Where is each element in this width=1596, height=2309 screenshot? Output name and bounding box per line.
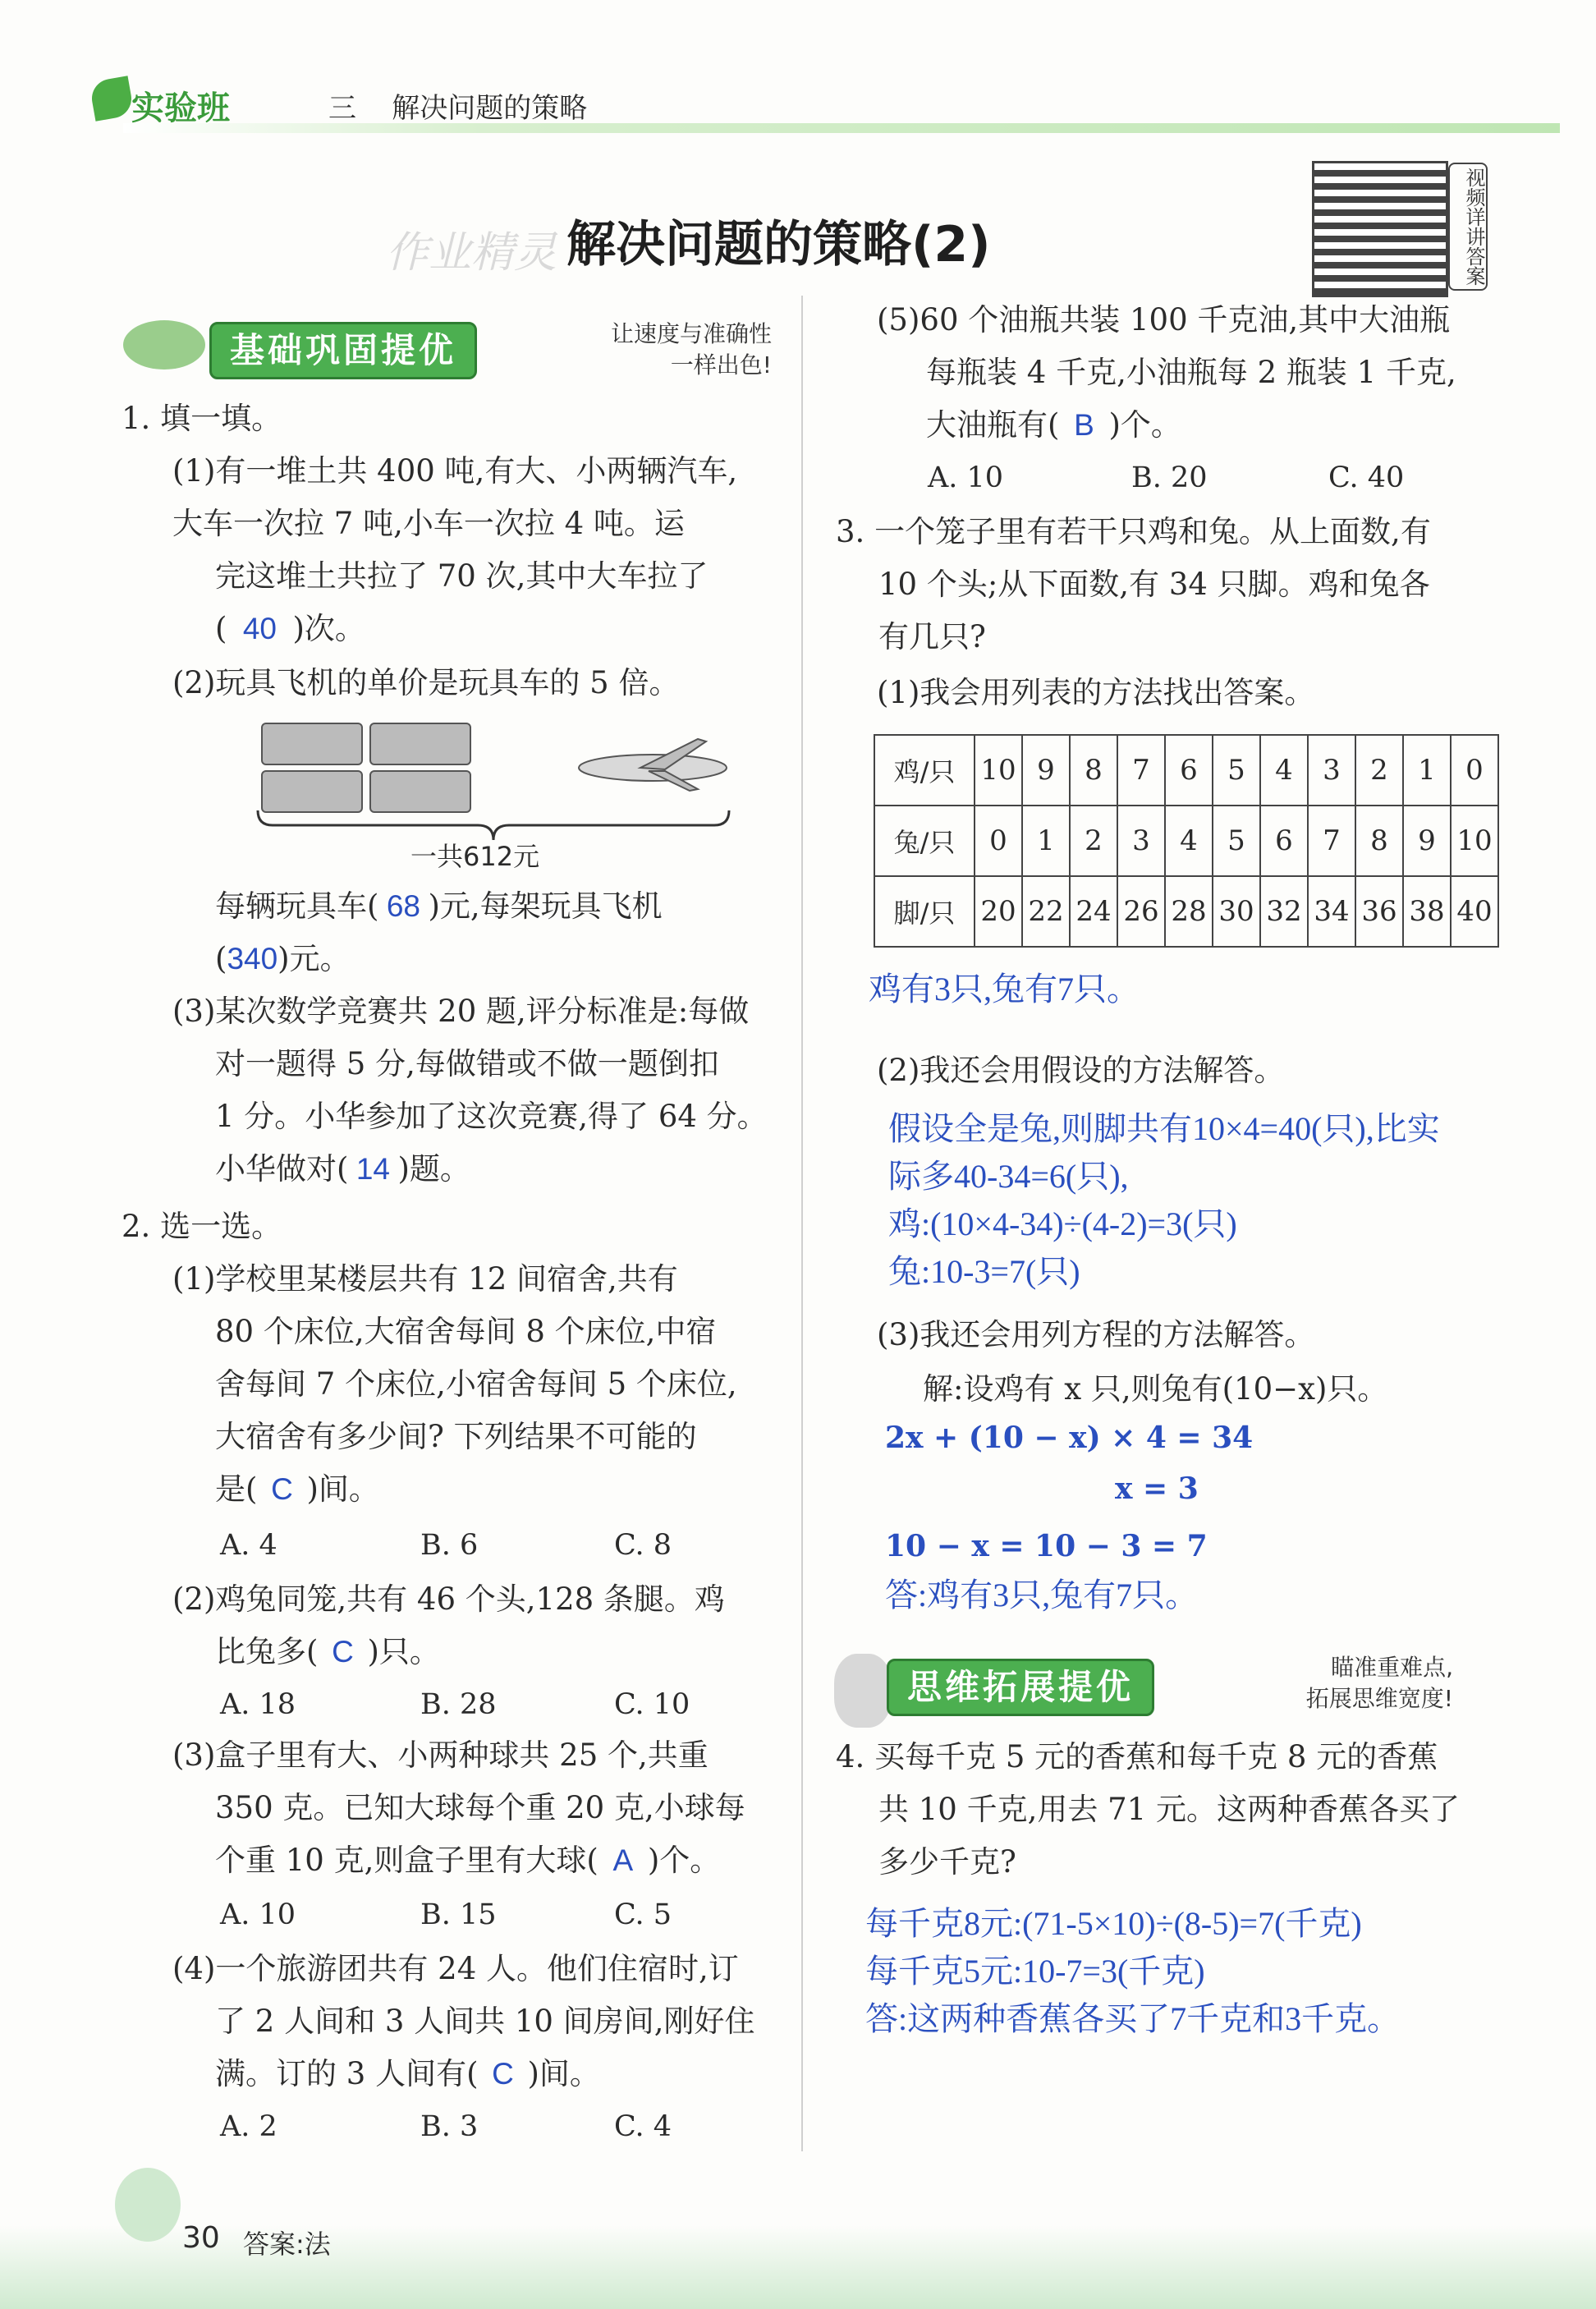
question-2-title: 2. 选一选。 [122,1209,282,1244]
answer-line [215,2048,755,2100]
q3-part2: (2)我还会用假设的方法解答。 [877,1053,1285,1088]
q3-part3-answer: 答:鸡有3只,兔有7只。 [885,1577,1199,1614]
text: )次。 [292,611,365,646]
answer-line: 兔:10-3=7(只) [888,1253,1080,1290]
answer-fill: 40 [242,612,277,645]
table-cell: 7 [1308,806,1355,876]
q3-part3: (3)我还会用列方程的方法解答。 [877,1317,1315,1352]
toy-plane-icon [575,735,731,792]
text-line: (2)鸡兔同笼,共有 46 个头,128 条腿。鸡 [172,1581,725,1617]
text: )间。 [306,1471,379,1507]
bracket: ( [215,611,227,646]
text-line: 每瓶装 4 千克,小油瓶每 2 瓶装 1 千克, [926,355,1456,390]
option-b: B. 20 [1131,461,1208,494]
text: )个。 [1108,407,1181,443]
option-a: A. 10 [220,1898,296,1931]
table-cell: 38 [1403,876,1451,947]
text: 是( [215,1471,258,1507]
q3-part1: (1)我会用列表的方法找出答案。 [877,675,1315,710]
question-3-title [836,506,1431,663]
table-cell: 1 [1403,735,1451,806]
answer-line [215,880,663,933]
text-line: 350 克。已知大球每个重 20 克,小球每 [215,1790,745,1825]
question-1-title: 1. 填一填。 [122,401,282,436]
q1-part1 [172,445,737,655]
text-line: 舍每间 7 个床位,小宿舍每间 5 个床位, [215,1366,737,1402]
text-line: 大车一次拉 7 吨,小车一次拉 4 吨。运 [172,506,685,541]
option-a: A. 10 [928,461,1004,494]
text-line: (4)一个旅游团共有 24 人。他们住宿时,订 [172,1951,739,1986]
q1-part3 [172,985,768,1196]
chapter-number: 三 [328,92,356,125]
table-cell: 24 [1070,876,1117,947]
table-cell: 34 [1308,876,1355,947]
text: 比兔多( [215,1634,319,1669]
answer-line [215,933,663,985]
table-cell: 0 [1451,735,1498,806]
table-cell: 9 [1022,735,1070,806]
equation-line: 10 − x = 10 − 3 = 7 [885,1529,1208,1563]
table-cell: 4 [1260,735,1308,806]
answer-line [215,1463,737,1516]
table-cell: 6 [1260,806,1308,876]
table-cell: 7 [1117,735,1165,806]
table-cell: 9 [1403,806,1451,876]
table-cell: 26 [1117,876,1165,947]
text-line: 了 2 人间和 3 人间共 10 间房间,刚好住 [215,2004,755,2039]
skateboard-kid-icon [123,320,205,370]
table-cell: 6 [1165,735,1213,806]
answer-fill: 14 [355,1152,391,1186]
table-cell: 32 [1260,876,1308,947]
text-line: 1 分。小华参加了这次竞赛,得了 64 分。 [215,1099,768,1134]
q3-part1-answer: 鸡有3只,兔有7只。 [869,971,1140,1008]
leaf-logo-icon [89,76,135,122]
banner-note-line: 瞄准重难点, [1331,1654,1453,1681]
text: )只。 [367,1634,440,1669]
question-4-title [836,1731,1460,1889]
banner-note-line: 让速度与准确性 [610,320,772,347]
banner-note-line: 拓展思维宽度! [1305,1685,1453,1712]
answer-line [215,1143,768,1196]
option-b: B. 28 [420,1688,497,1721]
table-cell: 4 [1165,806,1213,876]
chicken-rabbit-table [874,734,1499,948]
table-cell: 5 [1213,735,1260,806]
option-c: C. 4 [614,2110,672,2143]
answer-fill: C [332,1635,354,1669]
text: 满。订的 3 人间有( [215,2056,479,2091]
q1-part2-answer [215,880,663,985]
table-row [874,806,1498,876]
answer-fill: 340 [227,942,278,975]
chapter-heading [328,85,587,126]
qr-label: 视频详讲答案 [1448,163,1488,291]
table-cell: 8 [1355,806,1403,876]
brand-label: 实验班 [131,90,230,127]
toy-truck-icon [261,770,363,813]
toy-truck-icon [369,770,471,813]
section-banner-extend-note [1190,1652,1453,1715]
column-divider [801,296,803,2151]
table-cell: 2 [1355,735,1403,806]
text: )题。 [397,1151,470,1187]
text: )元。 [277,941,351,976]
text-line: 多少千克? [878,1844,1016,1880]
answer-fill: C [492,2057,514,2091]
text: )个。 [647,1843,721,1878]
answer-line: 际多40-34=6(只), [888,1158,1129,1195]
answer-line: 答:这两种香蕉各买了7千克和3千克。 [865,2000,1401,2037]
q2-part5 [877,294,1456,452]
q4-answer [865,1900,1400,2043]
text-line: 共 10 千克,用去 71 元。这两种香蕉各买了 [878,1792,1460,1827]
q1-part2: (2)玩具飞机的单价是玩具车的 5 倍。 [172,665,680,700]
answer-line: 假设全是兔,则脚共有10×4=40(只),比实 [888,1110,1440,1147]
option-c: C. 8 [614,1529,672,1562]
text: 每辆玩具车( [215,888,379,924]
option-a: A. 2 [220,2110,277,2143]
option-a: A. 18 [220,1688,296,1721]
option-b: B. 6 [420,1529,479,1562]
table-cell: 2 [1070,806,1117,876]
thinking-kid-icon [834,1654,892,1728]
text-line: 大宿舍有多少间? 下列结果不可能的 [215,1419,697,1454]
row-label: 兔/只 [874,806,975,876]
answer-line [215,1834,745,1887]
q2-part4 [172,1943,755,2100]
text: 个重 10 克,则盒子里有大球( [215,1843,598,1878]
q3-part3-setup: 解:设鸡有 x 只,则兔有(10−x)只。 [923,1371,1388,1407]
text-line: 4. 买每千克 5 元的香蕉和每千克 8 元的香蕉 [836,1739,1438,1774]
q2-part3 [172,1729,745,1887]
text: 大油瓶有( [926,407,1060,443]
footer-note: 答案:法 [243,2229,331,2260]
answer-fill: A [612,1843,634,1877]
q2-part2 [172,1573,725,1678]
toy-truck-icon [261,723,363,765]
table-row [874,876,1498,947]
answer-line [215,1626,725,1678]
text-line: (1)学校里某楼层共有 12 间宿舍,共有 [172,1261,678,1297]
q2-part1 [172,1253,737,1516]
table-cell: 10 [1451,806,1498,876]
answer-line [215,603,737,655]
toy-truck-icon [369,723,471,765]
page-title: 解决问题的策略(2) [566,216,991,273]
text: 小华做对( [215,1151,349,1187]
watermark: 作业精灵 [386,228,557,278]
chapter-title: 解决问题的策略 [392,92,588,125]
total-label: 一共612元 [410,841,540,872]
option-b: B. 15 [420,1898,497,1931]
table-cell: 36 [1355,876,1403,947]
footer-band [0,2225,1596,2309]
section-banner-basic: 基础巩固提优 [209,322,477,379]
option-b: B. 3 [420,2110,479,2143]
answer-line: 鸡:(10×4-34)÷(4-2)=3(只) [888,1205,1237,1242]
row-label: 鸡/只 [874,735,975,806]
option-c: C. 5 [614,1898,672,1931]
text: ( [215,941,227,976]
equation-line: 2x + (10 − x) × 4 = 34 [885,1421,1254,1455]
option-a: A. 4 [220,1529,277,1562]
row-label: 脚/只 [874,876,975,947]
q3-part2-answer [888,1105,1440,1296]
answer-fill: B [1074,408,1094,442]
text-line: 有几只? [878,619,986,654]
text-line: 3. 一个笼子里有若干只鸡和兔。从上面数,有 [836,514,1431,549]
qr-code-icon[interactable] [1312,161,1448,297]
option-c: C. 40 [1328,461,1405,494]
text-line: (3)某次数学竞赛共 20 题,评分标准是:每做 [172,994,750,1029]
table-cell: 10 [975,735,1022,806]
table-cell: 5 [1213,806,1260,876]
table-row [874,735,1498,806]
table-cell: 22 [1022,876,1070,947]
dolphin-icon [115,2168,181,2242]
text: )元,每架玩具飞机 [428,888,663,924]
text-line: (3)盒子里有大、小两种球共 25 个,共重 [172,1737,709,1773]
table-cell: 20 [975,876,1022,947]
table-cell: 0 [975,806,1022,876]
page-number: 30 [182,2221,220,2255]
answer-line [926,399,1456,452]
table-cell: 30 [1213,876,1260,947]
text-line: 完这堆土共拉了 70 次,其中大车拉了 [215,558,709,594]
answer-line: 每千克5元:10-7=3(千克) [865,1953,1205,1990]
section-banner-basic-note [509,319,772,381]
answer-line: 每千克8元:(71-5×10)÷(8-5)=7(千克) [865,1905,1362,1942]
option-c: C. 10 [614,1688,690,1721]
table-cell: 1 [1022,806,1070,876]
text: )间。 [527,2056,600,2091]
table-cell: 3 [1117,806,1165,876]
table-cell: 8 [1070,735,1117,806]
answer-fill: 68 [386,889,421,923]
banner-note-line: 一样出色! [670,351,772,379]
text-line: 80 个床位,大宿舍每间 8 个床位,中宿 [215,1314,717,1349]
text-line: (5)60 个油瓶共装 100 千克油,其中大油瓶 [877,302,1451,337]
equation-line: x = 3 [1115,1471,1199,1506]
table-cell: 40 [1451,876,1498,947]
text-line: 对一题得 5 分,每做错或不做一题倒扣 [215,1046,719,1081]
section-banner-extend: 思维拓展提优 [887,1659,1154,1716]
answer-fill: C [271,1472,293,1506]
text-line: (1)有一堆土共 400 吨,有大、小两辆汽车, [172,453,738,489]
table-cell: 28 [1165,876,1213,947]
text-line: 10 个头;从下面数,有 34 只脚。鸡和兔各 [878,567,1430,602]
table-cell: 3 [1308,735,1355,806]
